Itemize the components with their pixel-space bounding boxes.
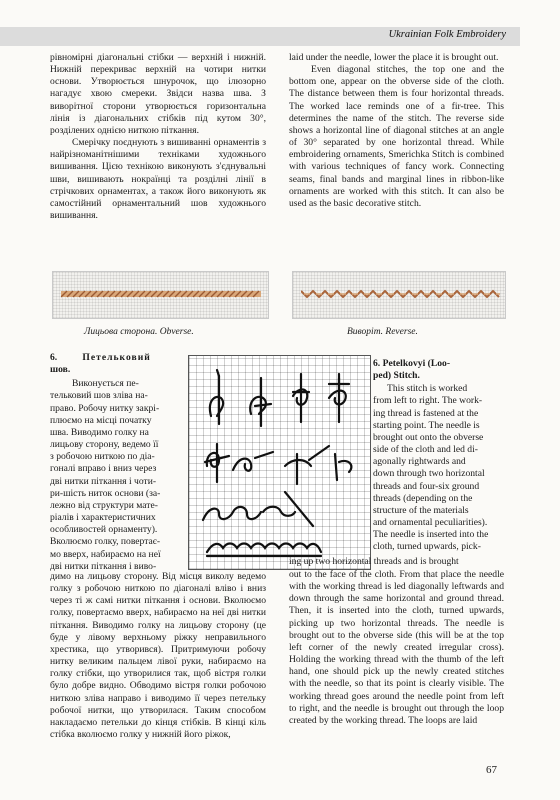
text-line: лежно від структури мате- [50,499,158,511]
text-line: дві нитки піткання і чоти- [50,475,157,487]
text-line: agonally rightwards and [373,456,466,468]
ukrainian-text-bottom [50,571,266,741]
text-line: особливостей орнаменту). [50,524,158,536]
header-bar [0,27,520,46]
text-line: тельковий шов зліва на- [50,390,148,402]
text-line: право. Робочу нитку закрі- [50,402,160,414]
text-line: Виконується пе- [72,378,139,390]
section-heading-en [373,358,504,370]
paragraph: димо на лицьову сторону. Від місця виколу ведемо голку з робочою ниткою по діагоналі вліво і вниз через ті ж самі нитки піткання і основи. Вколюємо голку, повертаємо вверх, набираємо на неї дві нитки піткання. Виводимо голку на лицьову сторону (це буде у лівому верхньому ріжку неправильного хрестика, що утворився). Притримуючи робочу нитку великим пальцем лівої руки, набираємо на голку стібки, що утворилися так, щоб вістря голки було добре видно. Обводимо вістря голки робочою ниткою зліва направо і виводимо її через петельку робочої нитки, що утворилася. Таким способом накладаємо петельки до кінця стібків. В кінці кіль стібка вколюємо голку у нижній його ріжок, [50,571,266,741]
text-line: threads (depending on the [373,492,473,504]
english-text-top [289,52,504,210]
text-line: ing thread is fastened at the [373,407,479,419]
ukrainian-section-6 [50,352,180,573]
text-line: Вколюємо голку, повертає- [50,536,161,548]
text-line: starting point. The needle is [373,419,480,431]
section-title-cont: шов. [50,364,71,376]
ukrainian-text-top [50,52,266,222]
text-line: гоналі вправо і вниз через [50,463,157,475]
text-line: structure of the materials [373,504,469,516]
english-text-bottom [289,569,504,727]
text-line: side of the cloth and led di- [373,444,478,456]
paragraph: Even diagonal stitches, the top one and the bottom one, appear on the obverse side of the cloth. The distance between them is four horizontal threads. The worked lace reminds one of a fir-tree. This determines the name of the stitch. The reverse side shows a horizontal line of diagonal stitches at an angle of 30° separated by one horizontal thread. While embroidering ornaments, Smerichka Stitch is combined with various techniques of fancy work. Connecting seams, final bands and marginal lines in ribbon-like ornaments are worked with this stitch. It can also be used as the basic decorative stitch. [289,64,504,209]
page-number: 67 [486,764,497,776]
text-line: з робочою ниткою по діа- [50,451,155,463]
section-number: 6. [50,352,58,363]
paragraph: out to the face of the cloth. From that place the needle with the working thread is led diagonally leftwards and down through the same horizontal and ground thread. Then, it is inserted into the cloth, turned upwards, picking up two horizontal threads. The needle is brought out to the obverse side (this will be at the top left corner of the newly created irregular cross). Holding the working thread with the thumb of the left hand, one should pick up the newly created stitches with the needle, so that its point is clearly visible. The working thread goes around the needle point from left to right, and the needle is brought out through the loop created by the working thread. The loops are laid [289,569,504,726]
text-line: ing up two horizontal threads and is brought [289,556,459,567]
text-line: ри-шість ниток основи (за- [50,487,161,499]
obverse-stitch-photo [52,271,269,319]
text-line: шва. Виводимо голку на [50,426,149,438]
text-line: дві нитки піткання і виво- [50,560,157,572]
section-title: Петельковий [82,352,151,363]
text-line: brought out onto the obverse [373,431,484,443]
paragraph: Смерічку поєднують з вишиванні орнаментів з найрізноманітнішими техніками художнього вишивання. Цією технікою виконують з'єднувальні шви, вишивають нокраїнці та розділні лінії в стрічкових орнаментах, а також його виконують як самостійний орнаментальний шов художнього вишивання. [50,137,266,222]
text-line: threads and four-six ground [373,480,480,492]
running-header: Ukrainian Folk Embroidery [388,29,506,40]
petelkovyi-stitch-diagram [188,355,371,570]
text-line: cloth, turned upwards, pick- [373,541,481,553]
stitch-steps-icon [189,356,370,569]
text-line: плюємо на місці початку [50,414,152,426]
reverse-stitch-photo [292,271,506,319]
text-line: This stitch is worked [387,383,468,395]
text-line: ріалів і характеристичних [50,512,156,524]
text-line: лицьову сторону, ведемо її [50,439,159,451]
section-title: Petelkovyi (Loo- [382,358,451,369]
fir-stitch-icon [61,289,261,299]
section-number: 6. [373,358,381,369]
paragraph: рівномірні діагональні стібки — верхній і нижній. Нижній перекриває верхній на чотири нитки основи. Утворюється шнурочок, що ілюзорно нагадує хвою смереки. Звідси назва шва. З виворітної сторони утворюється горизонтальна лінія із діагональних стібків під кутом 30°, розділених однією ниткою піткання. [50,52,266,136]
section-heading-ua [50,352,180,364]
english-section-6 [373,358,504,554]
herringbone-stitch-icon [301,289,501,299]
caption-reverse: Виворіт. Reverse. [347,327,418,337]
section-title-cont: ped) Stitch. [373,370,420,382]
text-line: and ornamental peculiarities). [373,517,488,529]
text-line: мо вверх, набираємо на неї [50,548,161,560]
text-line: down through two horizontal [373,468,485,480]
caption-obverse: Лицьова сторона. Obverse. [84,327,194,337]
paragraph: laid under the needle, lower the place it is brought out. [289,52,499,63]
text-line: from left to right. The work- [373,395,483,407]
text-line: The needle is inserted into the [373,529,489,541]
